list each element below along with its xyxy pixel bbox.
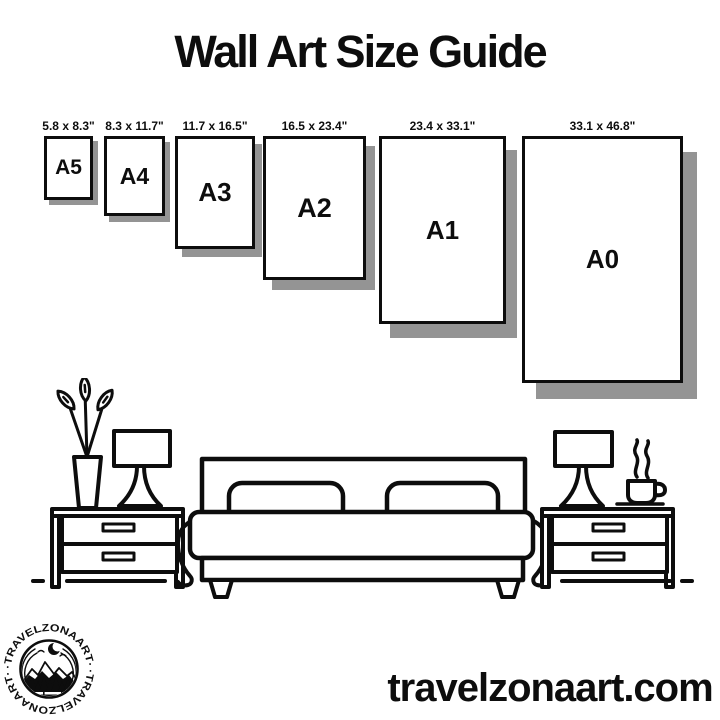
- paper-size-code-a1: A1: [425, 214, 460, 245]
- paper-size-dims-a0: 33.1 x 46.8": [569, 119, 636, 133]
- bedroom-illustration: [0, 378, 720, 610]
- plant-vase-illustration: [55, 378, 116, 508]
- paper-size-code-a0: A0: [585, 244, 620, 274]
- paper-size-dims-a3: 11.7 x 16.5": [182, 119, 248, 133]
- bed-illustration: [178, 459, 547, 597]
- paper-size-code-a3: A3: [198, 177, 232, 207]
- paper-size-code-a2: A2: [297, 192, 332, 223]
- logo-text-bottom: ·TRAVELZONAART·: [3, 668, 96, 716]
- paper-size-dims-a4: 8.3 x 11.7": [105, 119, 164, 133]
- coffee-cup-illustration: [617, 440, 665, 504]
- left-lamp-illustration: [114, 431, 170, 506]
- paper-size-code-a4: A4: [119, 162, 150, 189]
- right-nightstand-illustration: [542, 509, 673, 587]
- paper-size-dims-a5: 5.8 x 8.3": [42, 119, 95, 133]
- brand-logo-stamp: [2, 622, 96, 716]
- paper-size-a2: [263, 119, 366, 280]
- logo-mountain-scene: [20, 642, 78, 705]
- right-lamp-illustration: [555, 432, 612, 506]
- logo-text-top: ·TRAVELZONAART·: [2, 622, 95, 670]
- paper-size-dims-a2: 16.5 x 23.4": [281, 119, 348, 133]
- paper-size-a3: [175, 119, 255, 249]
- paper-size-a1: [379, 119, 506, 324]
- left-nightstand-illustration: [52, 509, 183, 587]
- paper-size-dims-a1: 23.4 x 33.1": [409, 119, 476, 133]
- paper-size-a0: [522, 119, 683, 383]
- svg-text:·TRAVELZONAART·: [3, 669, 95, 715]
- paper-size-a5: [42, 119, 95, 200]
- page-title: Wall Art Size Guide: [174, 26, 546, 77]
- paper-size-code-a5: A5: [55, 156, 82, 179]
- paper-size-a4: [104, 119, 165, 216]
- website-url: travelzonaart.com: [387, 666, 713, 710]
